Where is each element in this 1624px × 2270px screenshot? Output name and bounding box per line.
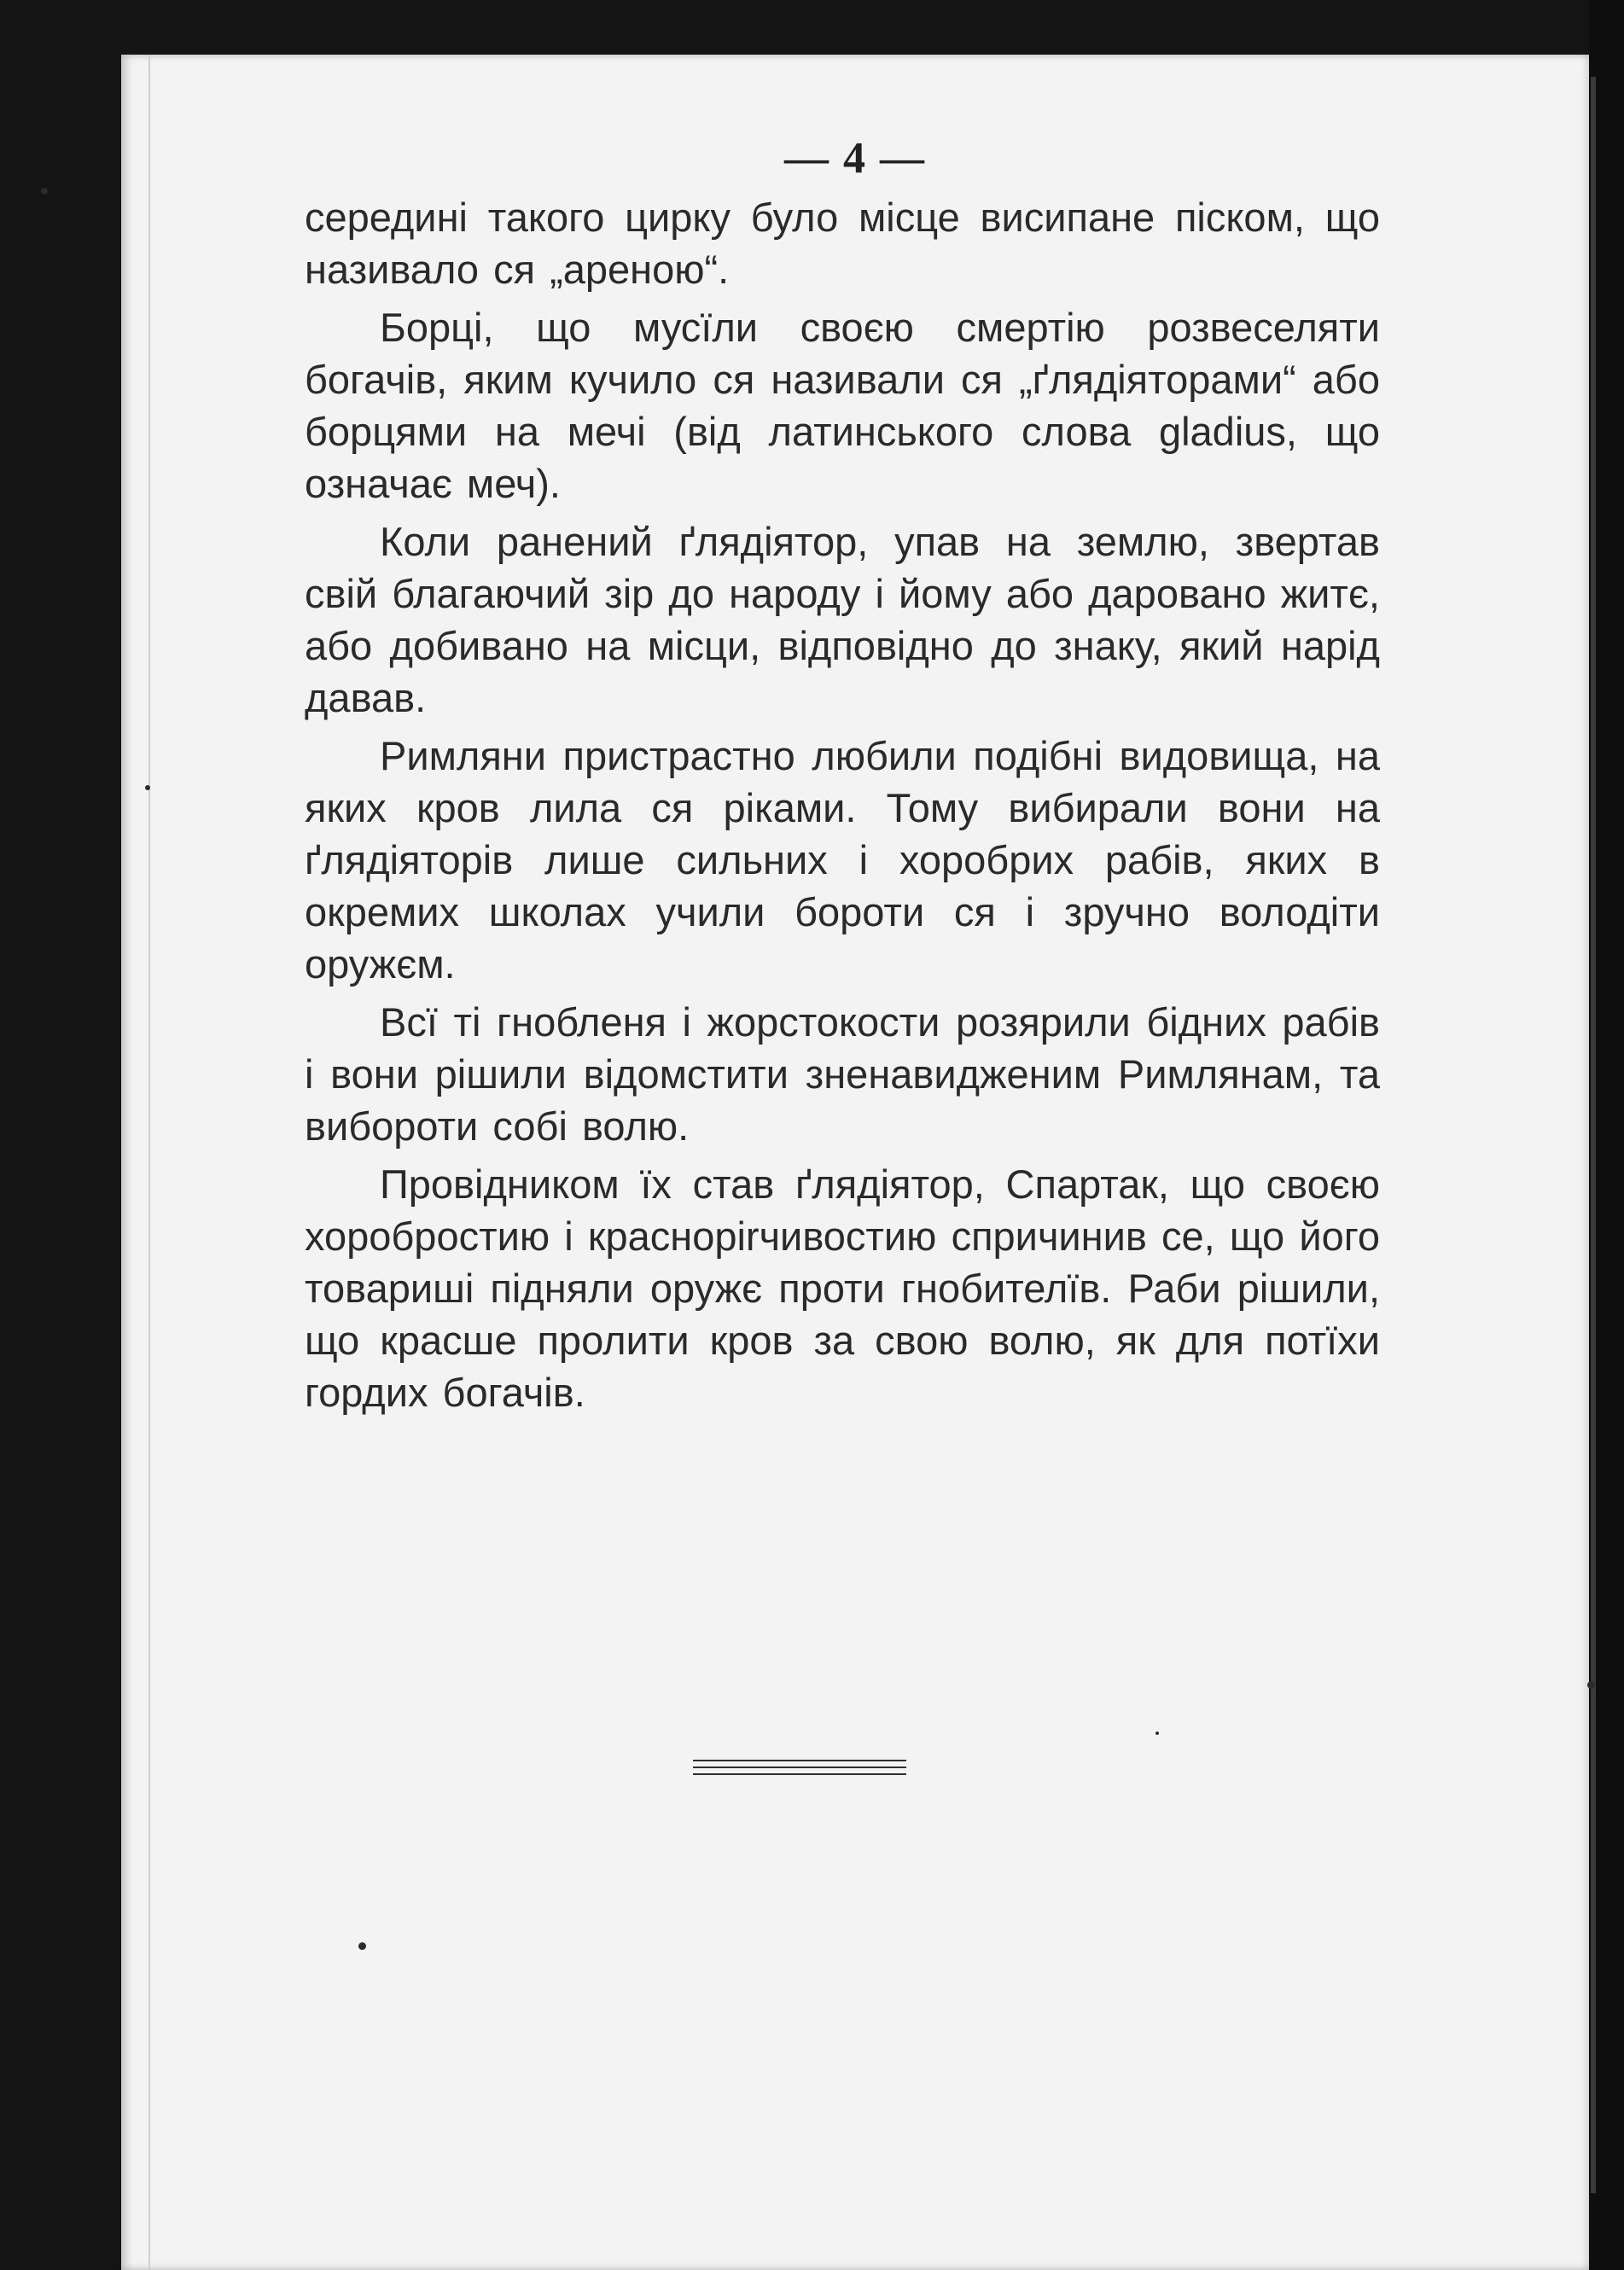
paragraph-2: Борці, що мусїли своєю смертію розвеселяти богачів, яким кучило ся називали ся „ґлядіяторами“ або борцями на мечі (від латинського слова gladius, що означає меч). [305,305,1380,506]
paragraph-1: середині такого цирку було місце висипане піском, що називало ся „ареною“. [305,195,1380,292]
adjacent-page-edge [1591,77,1596,2193]
body-text [305,191,1380,1424]
ink-speck [1155,1732,1159,1735]
rule-line-top [693,1760,906,1761]
end-of-text-rule [693,1760,906,1780]
book-page [121,55,1589,2270]
rule-line-middle [693,1767,906,1768]
paragraph-4: Римляни пристрастно любили подібні видовища, на яких кров лила ся ріками. Тому вибирали вони на ґлядіяторів лише сильних і хоробрих рабів, яких в окремих школах учили бороти ся і зручно володіти оружєм. [305,733,1380,987]
page-spine-shadow [148,55,150,2270]
paragraph-3: Коли ранений ґлядіятор, упав на землю, звертав свій благаючий зір до народу і йому або даровано житє, або добивано на місци, відповідно до знаку, який нарід давав. [305,519,1380,720]
paragraph-5: Всї ті гнобленя і жорстокости розярили бідних рабів і вони рішили відомстити зненавидженим Римлянам, та вибороти собі волю. [305,999,1380,1149]
rule-line-bottom [693,1773,906,1775]
ink-speck [358,1942,366,1950]
page-number: — 4 — [784,134,926,183]
ink-speck [41,188,48,195]
ink-speck [1587,1681,1595,1689]
paragraph-6: Провідником їх став ґлядіятор, Спартак, що своєю хоробростию і красноріrчивостию спричинив се, що його товариші підняли оружє проти гнобителїв. Раби рішили, що красше пролити кров за свою волю, як для потїхи гордих богачів. [305,1161,1380,1415]
ink-speck [145,785,150,790]
